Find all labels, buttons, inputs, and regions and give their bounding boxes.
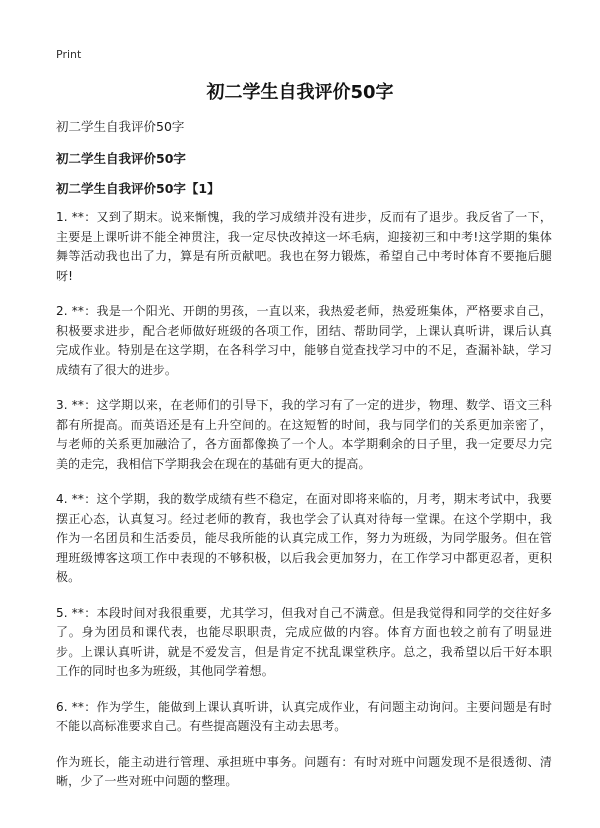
article-body [56, 118, 552, 808]
subtitle-bold: 初二学生自我评价50字 [56, 151, 186, 166]
page-title: 初二学生自我评价50字 [206, 82, 394, 103]
print-link[interactable]: Print [56, 48, 82, 61]
paragraph-7: 作为班长，能主动进行管理、承担班中事务。问题有：有时对班中问题发现不是很透彻、清晰，少了一些对班中问题的整理。 [56, 754, 552, 788]
subtitle-plain: 初二学生自我评价50字 [56, 119, 185, 134]
paragraph-3: 3. **：这学期以来，在老师们的引导下，我的学习有了一定的进步，物理、数学、语文三科都有所提高。而英语还是有上升空间的。在这短暂的时间，我与同学们的关系更加亲密了，与老师的关系更加融洽了，各方面都像换了一个人。本学期剩余的日子里，我一定要尽力完美的走完，我相信下学期我会在现在的基础有更大的提高。 [56, 398, 552, 471]
paragraph-1: 1. **：又到了期末。说来惭愧，我的学习成绩并没有进步，反而有了退步。我反省了一下，主要是上课听讲不能全神贯注，我一定尽快改掉这一坏毛病，迎接初三和中考!这学期的集体舞等活动我也出了力，算是有所贡献吧。我也在努力锻炼，希望自己中考时体育不要拖后腿呀! [56, 210, 552, 283]
paragraph-6: 6. **：作为学生，能做到上课认真听讲，认真完成作业，有问题主动询问。主要问题是有时不能以高标准要求自己。有些提高题没有主动去思考。 [56, 699, 552, 733]
paragraph-2: 2. **：我是一个阳光、开朗的男孩，一直以来，我热爱老师，热爱班集体，严格要求自己，积极要求进步，配合老师做好班级的各项工作，团结、帮助同学，上课认真听讲，课后认真完成作业。特别是在这学期，在各科学习中，能够自觉查找学习中的不足，查漏补缺，学习成绩有了很大的进步。 [56, 304, 552, 377]
paragraph-4: 4. **：这个学期，我的数学成绩有些不稳定，在面对即将来临的，月考，期末考试中，我要摆正心态，认真复习。经过老师的教育，我也学会了认真对待每一堂课。在这个学期中，我作为一名团员和生活委员，能尽我所能的认真完成工作，努力为班级，为同学服务。但在管理班级博客这项工作中表现的不够积极，以后我会更加努力，在工作学习中都更忍者，更积极。 [56, 492, 552, 584]
subtitle-bold-numbered: 初二学生自我评价50字【1】 [56, 181, 220, 196]
paragraph-5: 5. **：本段时间对我很重要，尤其学习，但我对自己不满意。但是我觉得和同学的交往好多了。身为团员和课代表，也能尽职职责，完成应做的内容。体育方面也较之前有了明显进步。上课认真听讲，就是不爱发言，但是肯定不扰乱课堂秩序。总之，我希望以后干好本职工作的同时也多为班级，其他同学着想。 [56, 605, 552, 678]
